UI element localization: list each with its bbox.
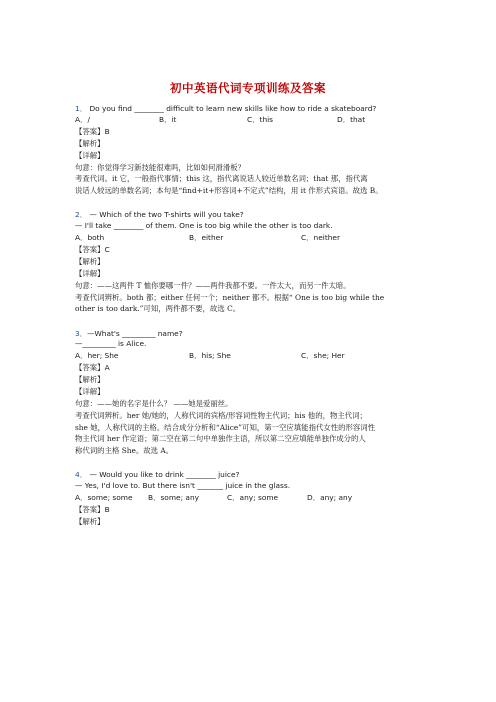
question-number: 1． bbox=[75, 104, 88, 113]
option-a: A．/ bbox=[75, 114, 90, 124]
explanation-line: 物主代词 her 作定语；第二空在第二句中单独作主语，所以第二空应填能单独作成分的人 bbox=[75, 434, 366, 444]
answer-label: 【答案】A bbox=[75, 363, 110, 373]
option-b: B．it bbox=[159, 114, 177, 124]
question-number: 2． bbox=[75, 210, 88, 220]
analysis-label: 【解析】 bbox=[75, 138, 105, 148]
explanation-line: 考查代词。it 它，一般指代事情；this 这，指代离说话人较近单数名词；that 那，指代离 bbox=[75, 174, 368, 184]
option-a: A．both bbox=[75, 232, 105, 242]
option-a: A．some; some bbox=[75, 492, 133, 502]
question-stem: 4． — Would you like to drink ________ juice? bbox=[75, 470, 240, 480]
options-row bbox=[75, 350, 425, 362]
option-a: A．her; She bbox=[75, 351, 119, 361]
answer-label: 【答案】C bbox=[75, 244, 110, 254]
question-stem-2: —_________ is Alice. bbox=[75, 339, 147, 349]
detail-label: 【详解】 bbox=[75, 268, 105, 278]
analysis-label: 【解析】 bbox=[75, 516, 105, 526]
option-c: C．she; Her bbox=[301, 351, 345, 361]
page-title: 初中英语代词专项训练及答案 bbox=[170, 81, 326, 95]
options-row bbox=[75, 232, 425, 244]
explanation-line: 称代词的主格 She。故选 A。 bbox=[75, 445, 174, 455]
detail-label: 【详解】 bbox=[75, 387, 105, 397]
answer-label: 【答案】B bbox=[75, 504, 110, 514]
question-stem: 3．—What's _________ name? bbox=[75, 328, 183, 338]
option-d: D．that bbox=[337, 114, 366, 124]
explanation-line: 考查代词辨析。her 她/她的，人称代词的宾格/形容词性物主代词；his 他的，物主代词； bbox=[75, 410, 367, 420]
option-c: C．this bbox=[247, 114, 274, 124]
question-1 bbox=[75, 104, 425, 196]
option-d: D．any; any bbox=[307, 492, 353, 502]
question-number: 4． bbox=[75, 470, 88, 480]
question-3 bbox=[75, 329, 425, 457]
question-stem: 2． — Which of the two T-shirts will you take? bbox=[75, 210, 244, 220]
option-b: B．some; any bbox=[148, 492, 200, 502]
explanation-line: other is too dark.”可知，两件都不要，故选 C。 bbox=[75, 304, 241, 314]
question-4 bbox=[75, 470, 425, 528]
option-c: C．any; some bbox=[227, 492, 279, 502]
option-b: B．either bbox=[189, 232, 224, 242]
option-c: C．neither bbox=[301, 232, 341, 242]
analysis-label: 【解析】 bbox=[75, 256, 105, 266]
detail-label: 【详解】 bbox=[75, 150, 105, 160]
options-row bbox=[75, 492, 425, 504]
question-2 bbox=[75, 210, 425, 314]
question-list bbox=[75, 104, 425, 538]
option-b: B．his; She bbox=[189, 351, 231, 361]
analysis-label: 【解析】 bbox=[75, 375, 105, 385]
options-row bbox=[75, 114, 425, 126]
question-number: 3． bbox=[75, 328, 88, 338]
explanation-line: 句意：——这两件 T 恤你要哪一件？——两件我都不要。一件太大，而另一件太暗。 bbox=[75, 280, 351, 290]
explanation-line: 句意：你觉得学习新技能很难吗，比如如何滑滑板？ bbox=[75, 162, 245, 172]
explanation-line: 句意：——她的名字是什么？ ——她是爱丽丝。 bbox=[75, 399, 233, 409]
question-stem-2: — Yes, I'd love to. But there isn't _______ juice in the glass. bbox=[75, 480, 291, 490]
question-stem: 1． Do you find ________ difficult to learn new skills like how to ride a skateboard? bbox=[75, 104, 377, 113]
explanation-line: 说话人较远的单数名词；本句是“find+it+形容词+不定式”结构，用 it 作形式宾语。故选 B。 bbox=[75, 185, 383, 195]
answer-label: 【答案】B bbox=[75, 126, 110, 136]
explanation-line: she 她，人称代词的主格。结合成分分析和“Alice”可知，第一空应填能指代女性的形容词性 bbox=[75, 422, 376, 432]
question-stem-2: — I'll take ________ of them. One is too big while the other is too dark. bbox=[75, 220, 333, 230]
explanation-line: 考查代词辨析。both 都；either 任何一个；neither 都不。根据“ One is too big while the bbox=[75, 292, 385, 302]
